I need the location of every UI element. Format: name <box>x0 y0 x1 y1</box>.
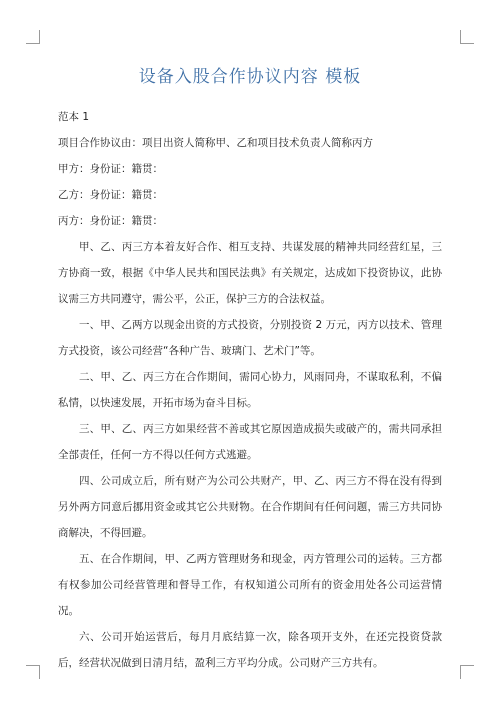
crop-mark-top-left <box>26 30 40 44</box>
document-body <box>58 104 442 676</box>
paragraph-clause-6: 六、公司开始运营后，每月月底结算一次，除各项开支外，在还完投资贷款后，经营状况做到日清月结，盈利三方平均分成。公司财产三方共有。 <box>58 631 442 669</box>
party-bing-line: 丙方：身份证：籍贯： <box>58 215 163 227</box>
crop-mark-top-right <box>460 30 474 44</box>
document-title: 设备入股合作协议内容 模板 <box>138 67 362 87</box>
party-jia-line: 甲方：身份证：籍贯： <box>58 163 163 175</box>
crop-mark-bottom-left <box>26 665 40 679</box>
paragraph-preamble: 甲、乙、丙三方本着友好合作、相互支持、共谋发展的精神共同经营红星，三方协商一致，根据《中华人民共和国民法典》有关规定，达成如下投资协议，此协议需三方共同遵守，需公平，公正，保护三方的合法权益。 <box>58 241 442 305</box>
project-line: 项目合作协议由：项目出资人简称甲、乙和项目技术负责人简称丙方 <box>58 137 373 149</box>
sample-label: 范本 1 <box>58 111 90 123</box>
crop-mark-bottom-right <box>460 665 474 679</box>
paragraph-clause-5: 五、在合作期间，甲、乙两方管理财务和现金，丙方管理公司的运转。三方都有权参加公司经营管理和督导工作，有权知道公司所有的资金用处各公司运营情况。 <box>58 553 442 617</box>
paragraph-clause-4: 四、公司成立后，所有财产为公司公共财产，甲、乙、丙三方不得在没有得到另外两方同意后挪用资金或其它公共财物。在合作期间有任何问题，需三方共同协商解决，不得回避。 <box>58 475 442 539</box>
party-yi-line: 乙方：身份证：籍贯： <box>58 189 163 201</box>
paragraph-clause-2: 二、甲、乙、丙三方在合作期间，需同心协力，风雨同舟，不谋取私利，不偏私情，以快速发展，开拓市场为奋斗目标。 <box>58 371 442 409</box>
paragraph-clause-3: 三、甲、乙、丙三方如果经营不善或其它原因造成损失或破产的，需共同承担全部责任，任何一方不得以任何方式逃避。 <box>58 423 442 461</box>
paragraph-clause-1: 一、甲、乙两方以现金出资的方式投资，分别投资 2 万元，丙方以技术、管理方式投资，该公司经营“各种广告、玻璃门、艺术门”等。 <box>58 319 442 357</box>
